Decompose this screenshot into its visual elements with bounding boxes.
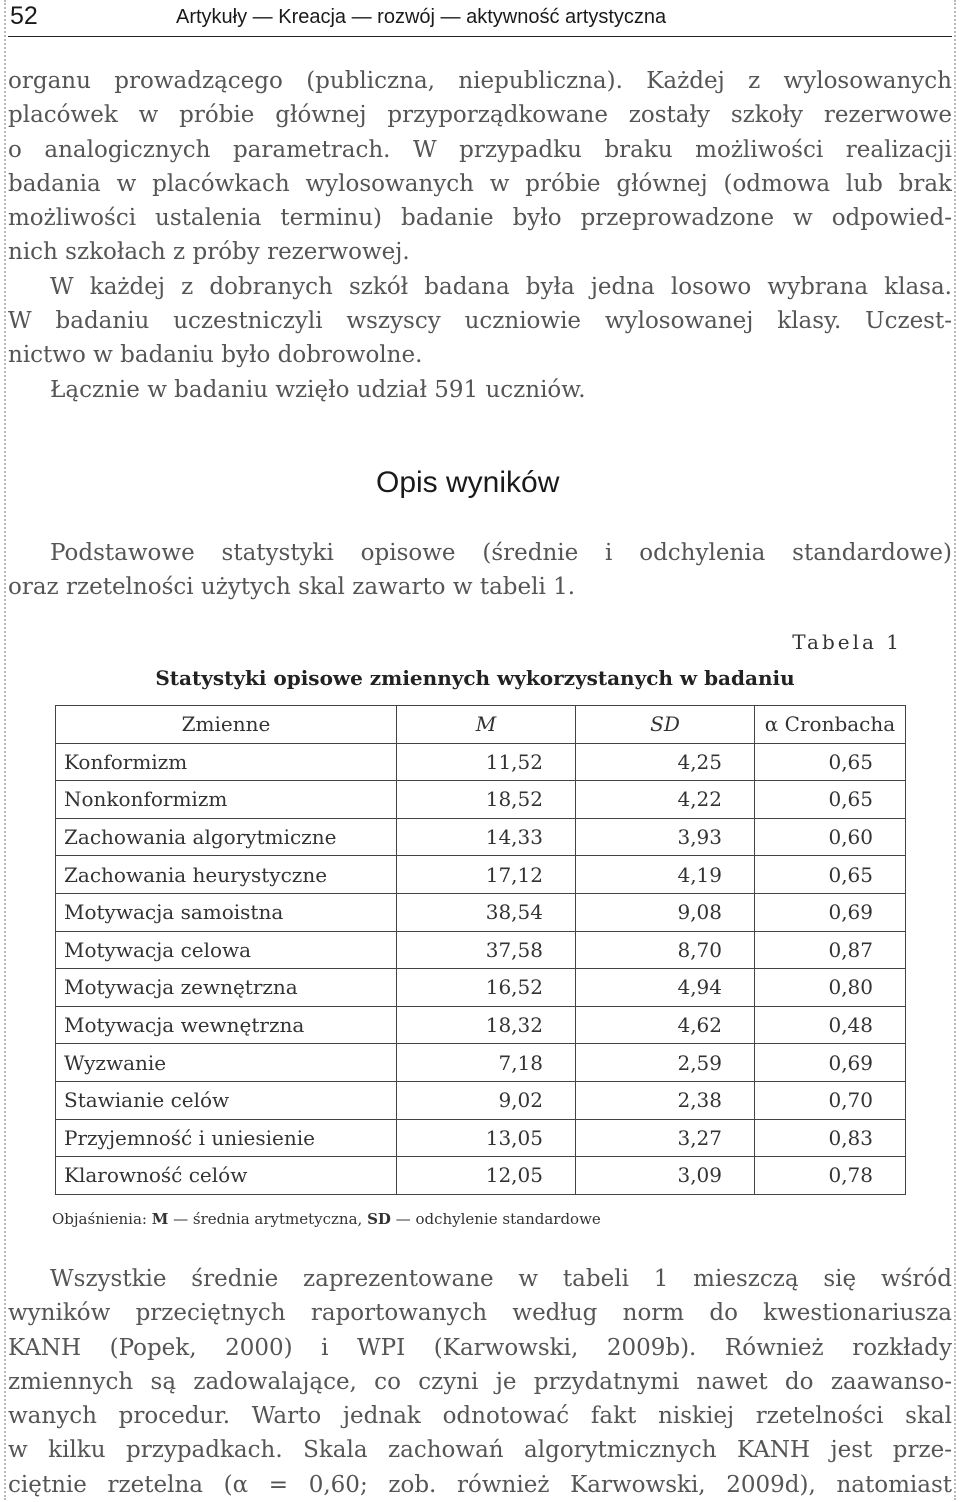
note-m-text: — średnia arytmetyczna, [168, 1210, 368, 1228]
cell-sd: 3,27 [576, 1119, 755, 1157]
cell-mean: 11,52 [397, 743, 576, 781]
cell-variable: Motywacja zewnętrzna [56, 969, 397, 1007]
table-row [56, 1157, 906, 1195]
cell-alpha: 0,70 [755, 1081, 906, 1119]
running-head: Artykuły — Kreacja — rozwój — aktywność artystyczna [176, 6, 667, 28]
table-note [52, 1210, 601, 1228]
table-row [56, 743, 906, 781]
cell-sd: 2,38 [576, 1081, 755, 1119]
text-line: ciętnie rzetelna (α = 0,60; zob. również Karwowski, 2009d), natomiast [8, 1471, 952, 1498]
cell-sd: 4,62 [576, 1006, 755, 1044]
table-header-row [56, 706, 906, 744]
cell-sd: 3,93 [576, 818, 755, 856]
cell-variable: Zachowania heurystyczne [56, 856, 397, 894]
cell-sd: 4,19 [576, 856, 755, 894]
cell-alpha: 0,65 [755, 781, 906, 819]
text-line: organu prowadzącego (publiczna, niepubliczna). Każdej z wylosowanych [8, 68, 952, 94]
cell-sd: 3,09 [576, 1157, 755, 1195]
text-line: zmiennych są zadowalające, co czyni je przydatnymi nawet do zaawanso- [8, 1368, 952, 1395]
page-header [8, 0, 952, 37]
table-row [56, 1006, 906, 1044]
text-line: w kilku przypadkach. Skala zachowań algorytmicznych KANH jest prze- [8, 1437, 952, 1464]
text-line: Łącznie w badaniu wzięło udział 591 uczniów. [50, 376, 586, 403]
right-margin-guide [954, 0, 956, 1500]
text-line: KANH (Popek, 2000) i WPI (Karwowski, 2009b). Również rozkłady [8, 1334, 952, 1361]
text-line: nich szkołach z próby rezerwowej. [8, 239, 410, 266]
table-number: Tabela 1 [792, 630, 902, 654]
table-row [56, 893, 906, 931]
text-line: wanych procedur. Warto jednak odnotować fakt niskiej rzetelności skal [8, 1403, 952, 1430]
note-prefix: Objaśnienia: [52, 1210, 152, 1228]
cell-alpha: 0,87 [755, 931, 906, 969]
note-sd-label: SD [367, 1210, 391, 1228]
table-row [56, 781, 906, 819]
cell-alpha: 0,69 [755, 1044, 906, 1082]
cell-mean: 38,54 [397, 893, 576, 931]
table-row [56, 931, 906, 969]
cell-variable: Wyzwanie [56, 1044, 397, 1082]
note-m-label: M [151, 1210, 169, 1228]
cell-alpha: 0,83 [755, 1119, 906, 1157]
text-line: W każdej z dobranych szkół badana była jedna losowo wybrana klasa. [50, 273, 952, 300]
text-line: W badaniu uczestniczyli wszyscy uczniowie wylosowanej klasy. Uczest- [8, 308, 952, 335]
cell-alpha: 0,69 [755, 893, 906, 931]
cell-variable: Motywacja wewnętrzna [56, 1006, 397, 1044]
text-line: badania w placówkach wylosowanych w próbie głównej (odmowa lub brak [8, 170, 952, 197]
cell-alpha: 0,65 [755, 743, 906, 781]
cell-mean: 18,52 [397, 781, 576, 819]
cell-mean: 16,52 [397, 969, 576, 1007]
cell-sd: 9,08 [576, 893, 755, 931]
cell-mean: 12,05 [397, 1157, 576, 1195]
statistics-table [55, 705, 906, 1195]
cell-alpha: 0,78 [755, 1157, 906, 1195]
intro-paragraph [8, 64, 952, 407]
table-row [56, 1119, 906, 1157]
table-row [56, 1081, 906, 1119]
cell-mean: 9,02 [397, 1081, 576, 1119]
cell-variable: Nonkonformizm [56, 781, 397, 819]
cell-variable: Motywacja samoistna [56, 893, 397, 931]
section-heading: Opis wyników [376, 466, 560, 499]
cell-mean: 7,18 [397, 1044, 576, 1082]
text-line: możliwości ustalenia terminu) badanie było przeprowadzone w odpowied- [8, 205, 952, 232]
page-number: 52 [10, 2, 38, 30]
header-variables: Zmienne [56, 706, 397, 744]
cell-mean: 17,12 [397, 856, 576, 894]
cell-mean: 37,58 [397, 931, 576, 969]
text-line: Wszystkie średnie zaprezentowane w tabeli 1 mieszczą się wśród [50, 1266, 952, 1292]
text-line: wyników przeciętnych raportowanych według norm do kwestionariusza [8, 1300, 952, 1327]
text-line: oraz rzetelności użytych skal zawarto w tabeli 1. [8, 574, 576, 601]
left-margin-guide [4, 0, 6, 1500]
cell-mean: 18,32 [397, 1006, 576, 1044]
table-row [56, 856, 906, 894]
cell-mean: 13,05 [397, 1119, 576, 1157]
header-cronbach-alpha: α Cronbacha [755, 706, 906, 744]
cell-alpha: 0,80 [755, 969, 906, 1007]
table-row [56, 969, 906, 1007]
cell-variable: Przyjemność i uniesienie [56, 1119, 397, 1157]
cell-alpha: 0,60 [755, 818, 906, 856]
header-mean: M [397, 706, 576, 744]
text-line: Podstawowe statystyki opisowe (średnie i odchylenia standardowe) [50, 540, 952, 566]
note-sd-text: — odchylenie standardowe [390, 1210, 601, 1228]
table-row [56, 818, 906, 856]
cell-variable: Stawianie celów [56, 1081, 397, 1119]
cell-sd: 4,25 [576, 743, 755, 781]
cell-sd: 8,70 [576, 931, 755, 969]
text-line: o analogicznych parametrach. W przypadku braku możliwości realizacji [8, 136, 952, 163]
cell-sd: 4,22 [576, 781, 755, 819]
cell-variable: Konformizm [56, 743, 397, 781]
cell-variable: Motywacja celowa [56, 931, 397, 969]
text-line: nictwo w badaniu było dobrowolne. [8, 342, 423, 369]
text-line: placówek w próbie głównej przyporządkowane zostały szkoły rezerwowe [8, 102, 952, 129]
cell-variable: Zachowania algorytmiczne [56, 818, 397, 856]
cell-sd: 2,59 [576, 1044, 755, 1082]
cell-alpha: 0,48 [755, 1006, 906, 1044]
table-row [56, 1044, 906, 1082]
closing-paragraph [8, 1262, 952, 1502]
cell-variable: Klarowność celów [56, 1157, 397, 1195]
header-sd: SD [576, 706, 755, 744]
table-title: Statystyki opisowe zmiennych wykorzystanych w badaniu [155, 666, 795, 690]
cell-sd: 4,94 [576, 969, 755, 1007]
results-intro-paragraph [8, 536, 952, 605]
cell-alpha: 0,65 [755, 856, 906, 894]
cell-mean: 14,33 [397, 818, 576, 856]
